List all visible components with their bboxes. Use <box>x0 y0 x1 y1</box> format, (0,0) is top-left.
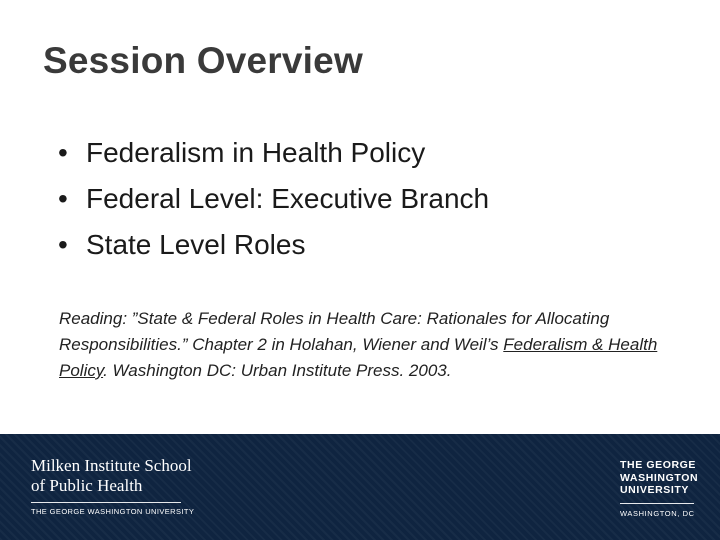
reading-citation <box>59 306 699 384</box>
reading-suffix: . Washington DC: Urban Institute Press. 2003. <box>103 361 452 380</box>
reading-book-title: Federalism & Health Policy <box>59 335 658 380</box>
bullet-item <box>58 183 489 229</box>
bullet-dot: • <box>58 183 68 214</box>
bullet-dot: • <box>58 229 68 260</box>
school-logo-divider <box>31 502 181 503</box>
university-logo <box>620 459 698 518</box>
reading-prefix: Reading: ”State & Federal Roles in Health Care: Rationales for Allocating Responsibilities.” Chapter 2 in Holahan, Wiener and Weil’s <box>59 309 610 354</box>
university-logo-divider <box>620 503 694 504</box>
bullet-dot: • <box>58 137 68 168</box>
school-logo-subline: THE GEORGE WASHINGTON UNIVERSITY <box>31 507 195 516</box>
bullet-text: Federalism in Health Policy <box>86 137 426 168</box>
bullet-text: Federal Level: Executive Branch <box>86 183 490 214</box>
school-logo-line2: of Public Health <box>31 476 143 495</box>
university-logo-city: WASHINGTON, DC <box>620 508 695 518</box>
university-logo-line2: WASHINGTON <box>620 471 699 484</box>
bullet-item <box>58 137 489 183</box>
university-logo-line3: UNIVERSITY <box>620 484 690 496</box>
bullet-list <box>58 137 489 275</box>
school-logo-line1: Milken Institute School <box>31 456 192 475</box>
bullet-text: State Level Roles <box>86 229 306 260</box>
bullet-item <box>58 229 489 275</box>
university-logo-line1: THE GEORGE <box>620 459 697 471</box>
slide-title: Session Overview <box>43 40 363 81</box>
school-logo <box>31 456 194 516</box>
footer-bar <box>0 434 720 540</box>
